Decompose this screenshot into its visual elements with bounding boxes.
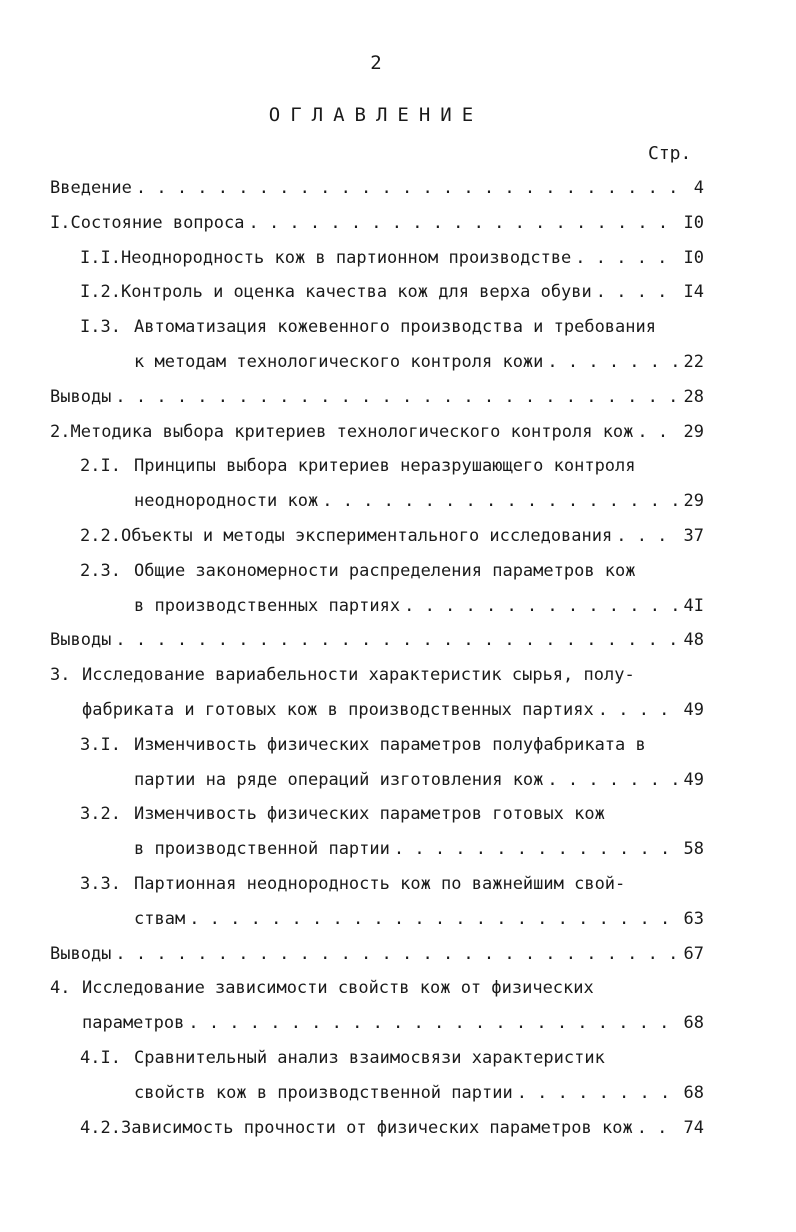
- toc-entry-page: 29: [683, 491, 704, 512]
- toc-entry-page: 37: [683, 526, 704, 546]
- toc-entry: [80, 872, 704, 896]
- toc-entry: [82, 698, 704, 722]
- toc-entry-title: неоднородности кож: [134, 491, 319, 512]
- toc-entry-title: Изменчивость физических параметров готовых кож: [134, 804, 605, 825]
- toc-entry-title: Методика выбора критериев технологического контроля кож: [70, 421, 634, 442]
- toc-entry: [134, 1081, 704, 1105]
- toc-entry-number: 4.: [50, 978, 71, 999]
- toc-entry-title: Исследование зависимости свойств кож от физических: [82, 978, 594, 999]
- toc-entry: [134, 489, 704, 513]
- toc-entry-title: Введение: [50, 178, 132, 198]
- toc-entry-number: 4.2.: [80, 1117, 121, 1138]
- toc-entry-number: 3.: [50, 665, 71, 686]
- toc-entry-title: Состояние вопроса: [70, 212, 245, 233]
- toc-entry: [80, 454, 704, 478]
- dot-leader: [394, 837, 680, 861]
- toc-entry-title: Контроль и оценка качества кож для верха обуви: [120, 282, 592, 303]
- page-column-label: Стр.: [648, 143, 692, 164]
- toc-entry: [134, 907, 704, 931]
- toc-entry: [80, 246, 704, 270]
- toc-entry-page: 74: [683, 1117, 704, 1138]
- toc-entry-page: 49: [683, 769, 704, 790]
- dot-leader: [322, 489, 679, 513]
- toc-entry-title: Изменчивость физических параметров полуфабриката в: [134, 734, 646, 755]
- toc-entry-title: Партионная неоднородность кож по важнейшим свой-: [134, 874, 626, 894]
- dot-leader: [115, 628, 679, 652]
- toc-entry-page: 22: [683, 352, 704, 372]
- toc-entry-title: параметров: [82, 1013, 185, 1034]
- toc-entry: [80, 1116, 704, 1140]
- dot-leader: [547, 768, 679, 792]
- toc-entry-number: 2.3.: [80, 560, 121, 581]
- toc-entry-title: Выводы: [50, 630, 112, 651]
- toc-entry: [50, 976, 704, 1000]
- toc-entry-title: Принципы выбора критериев неразрушающего контроля: [134, 456, 636, 477]
- toc-entry: [80, 733, 704, 757]
- toc-entry-number: I.2.: [80, 282, 121, 303]
- toc-entry-number: 2.: [50, 421, 71, 442]
- dot-leader: [596, 280, 680, 304]
- toc-entry-number: 2.2.: [80, 526, 121, 546]
- toc-entry-title: Зависимость прочности от физических параметров кож: [120, 1117, 633, 1138]
- toc-entry-page: 4I: [683, 595, 704, 616]
- toc-entry: [50, 211, 704, 235]
- toc-entry-title: Исследование вариабельности характеристик сырья, полу-: [82, 665, 635, 686]
- toc-entry-page: 63: [683, 908, 704, 929]
- toc-entry-title: свойств кож в производственной партии: [134, 1082, 513, 1103]
- dot-leader: [598, 698, 680, 722]
- toc-entry-page: I0: [683, 247, 704, 268]
- page-number: 2: [370, 52, 382, 74]
- toc-entry-page: 67: [683, 943, 704, 964]
- toc-entry: [50, 628, 704, 652]
- toc-entry-title: Сравнительный анализ взаимосвязи характеристик: [134, 1048, 605, 1068]
- toc-entry: [50, 385, 704, 409]
- toc-entry-title: в производственной партии: [134, 839, 390, 860]
- toc-entry-number: 3.2.: [80, 804, 121, 825]
- toc-entry: [134, 837, 704, 861]
- toc-entry: [80, 315, 704, 339]
- toc-entry: [50, 663, 704, 687]
- toc-entry-number: I.I.: [80, 247, 121, 268]
- toc-entry-title: ствам: [134, 908, 186, 929]
- dot-leader: [248, 211, 679, 235]
- toc-entry-page: 49: [683, 700, 704, 720]
- toc-entry-page: 48: [683, 630, 704, 651]
- toc-entry-title: Выводы: [50, 943, 112, 964]
- toc-entry-number: 3.I.: [80, 734, 121, 755]
- toc-entry-title: фабриката и готовых кож в производственных партиях: [82, 700, 594, 720]
- toc-entry-title: Автоматизация кожевенного производства и требования: [134, 317, 656, 338]
- toc-entry: [80, 524, 704, 548]
- dot-leader: [637, 1116, 680, 1140]
- toc-entry-title: Выводы: [50, 386, 112, 407]
- toc-entry: [50, 420, 704, 444]
- dot-leader: [547, 350, 679, 374]
- toc-heading: ОГЛАВЛЕНИЕ: [268, 104, 484, 126]
- toc-entry-page: I0: [683, 212, 704, 233]
- dot-leader: [517, 1081, 680, 1105]
- toc-entry: [50, 176, 704, 200]
- toc-entry-page: 29: [683, 421, 704, 442]
- toc-entry-page: 4: [693, 178, 704, 198]
- toc-entry-title: Объекты и методы экспериментального исследования: [120, 526, 613, 546]
- toc-entry: [80, 280, 704, 304]
- toc-entry-number: I.: [50, 212, 71, 233]
- toc-entry-number: 4.I.: [80, 1048, 121, 1068]
- dot-leader: [575, 246, 679, 270]
- toc-entry-number: 2.I.: [80, 456, 121, 477]
- toc-entry: [80, 559, 704, 583]
- toc-entry-number: I.3.: [80, 317, 121, 338]
- dot-leader: [637, 420, 679, 444]
- toc-entry: [80, 1046, 704, 1070]
- dot-leader: [136, 176, 690, 200]
- toc-entry-title: к методам технологического контроля кожи: [134, 352, 544, 372]
- dot-leader: [404, 594, 679, 618]
- toc-entry: [134, 594, 704, 618]
- toc-entry-title: в производственных партиях: [134, 595, 401, 616]
- dot-leader: [616, 524, 679, 548]
- toc-entry-title: партии на ряде операций изготовления кож: [134, 769, 544, 790]
- toc-entry-title: Общие закономерности распределения параметров кож: [134, 560, 636, 581]
- dot-leader: [189, 907, 679, 931]
- toc-entry: [82, 1011, 704, 1035]
- toc-entry-title: Неоднородность кож в партионном производстве: [120, 247, 572, 268]
- dot-leader: [115, 385, 679, 409]
- toc-entry-page: 28: [683, 386, 704, 407]
- toc-entry-page: 58: [683, 839, 704, 860]
- toc-entry-page: 68: [683, 1013, 704, 1034]
- toc-entry: [80, 802, 704, 826]
- toc-entry-number: 3.3.: [80, 874, 121, 894]
- dot-leader: [115, 942, 679, 966]
- toc-entry: [50, 942, 704, 966]
- toc-entry-page: I4: [683, 282, 704, 303]
- dot-leader: [188, 1011, 679, 1035]
- toc-entry-page: 68: [683, 1082, 704, 1103]
- toc-entry: [134, 350, 704, 374]
- toc-entry: [134, 768, 704, 792]
